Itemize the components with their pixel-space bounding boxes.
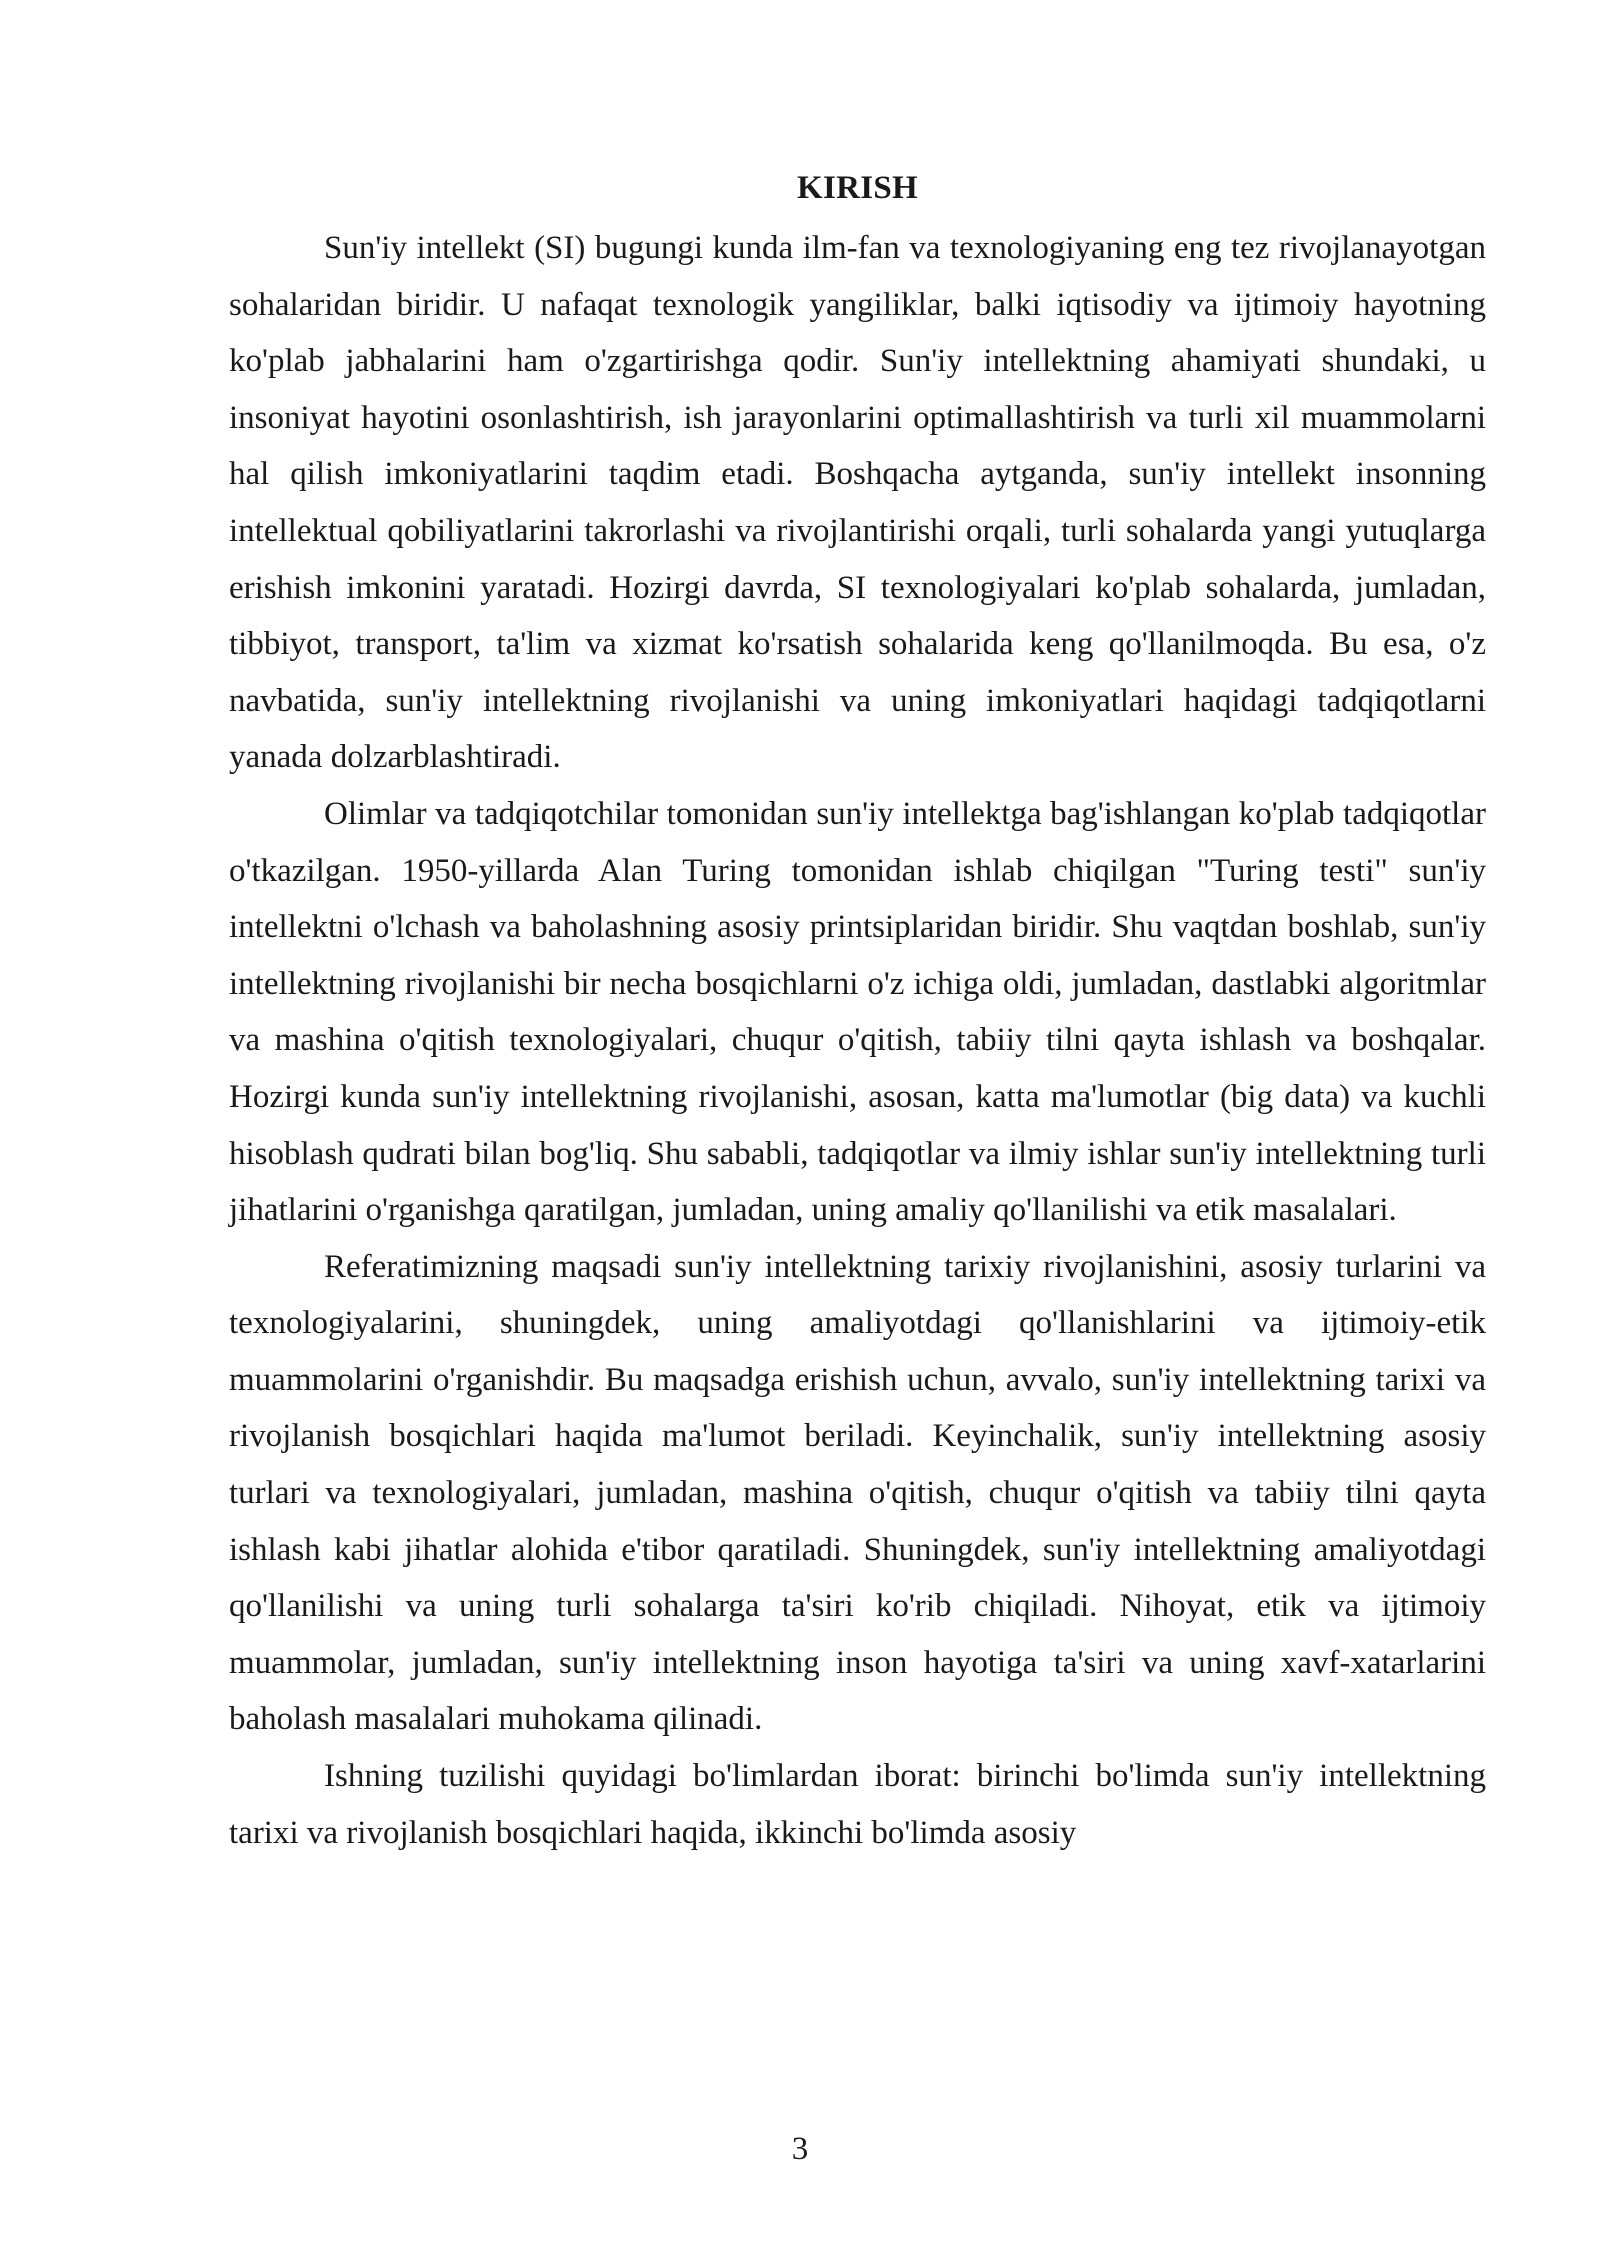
page-content [229, 160, 1486, 1861]
paragraph-structure: Ishning tuzilishi quyidagi bo'limlardan iborat: birinchi bo'limda sun'iy intellektning tarixi va rivojlanish bosqichlari haqida, ikkinchi bo'limda asosiy [229, 1758, 1486, 1851]
paragraph-goal: Referatimizning maqsadi sun'iy intellektning tarixiy rivojlanishini, asosiy turlarini va texnologiyalarini, shuningdek, uning amaliyotdagi qo'llanishlarini va ijtimoiy-etik muammolarini o'rganishdir. Bu maqsadga erishish uchun, avvalo, sun'iy intellektning tarixi va rivojlanish bosqichlari haqida ma'lumot beriladi. Keyinchalik, sun'iy intellektning asosiy turlari va texnologiyalari, jumladan, mashina o'qitish, chuqur o'qitish va tabiiy tilni qayta ishlash kabi jihatlar alohida e'tibor qaratiladi. Shuningdek, sun'iy intellektning amaliyotdagi qo'llanilishi va uning turli sohalarga ta'siri ko'rib chiqiladi. Nihoyat, etik va ijtimoiy muammolar, jumladan, sun'iy intellektning inson hayotiga ta'siri va uning xavf-xatarlarini baholash masalalari muhokama qilinadi. [229, 1248, 1486, 1738]
section-title: KIRISH [796, 170, 918, 206]
page-number: 3 [791, 2131, 809, 2167]
paragraph-intro: Sun'iy intellekt (SI) bugungi kunda ilm-fan va texnologiyaning eng tez rivojlanayotgan sohalaridan biridir. U nafaqat texnologik yangiliklar, balki iqtisodiy va ijtimoiy hayotning ko'plab jabhalarini ham o'zgartirishga qodir. Sun'iy intellektning ahamiyati shundaki, u insoniyat hayotini osonlashtirish, ish jarayonlarini optimallashtirish va turli xil muammolarni hal qilish imkoniyatlarini taqdim etadi. Boshqacha aytganda, sun'iy intellekt insonning intellektual qobiliyatlarini takrorlashi va rivojlantirishi orqali, turli sohalarda yangi yutuqlarga erishish imkonini yaratadi. Hozirgi davrda, SI texnologiyalari ko'plab sohalarda, jumladan, tibbiyot, transport, ta'lim va xizmat ko'rsatish sohalarida keng qo'llanilmoqda. Bu esa, o'z navbatida, sun'iy intellektning rivojlanishi va uning imkoniyatlari haqidagi tadqiqotlarni yanada dolzarblashtiradi. [229, 230, 1486, 776]
paragraph-research-history: Olimlar va tadqiqotchilar tomonidan sun'iy intellektga bag'ishlangan ko'plab tadqiqotlar o'tkazilgan. 1950-yillarda Alan Turing tomonidan ishlab chiqilgan "Turing testi" sun'iy intellektni o'lchash va baholashning asosiy printsiplaridan biridir. Shu vaqtdan boshlab, sun'iy intellektning rivojlanishi bir necha bosqichlarni o'z ichiga oldi, jumladan, dastlabki algoritmlar va mashina o'qitish texnologiyalari, chuqur o'qitish, tabiiy tilni qayta ishlash va boshqalar. Hozirgi kunda sun'iy intellektning rivojlanishi, asosan, katta ma'lumotlar (big data) va kuchli hisoblash qudrati bilan bog'liq. Shu sababli, tadqiqotlar va ilmiy ishlar sun'iy intellektning turli jihatlarini o'rganishga qaratilgan, jumladan, uning amaliy qo'llanilishi va etik masalalari. [229, 795, 1486, 1229]
